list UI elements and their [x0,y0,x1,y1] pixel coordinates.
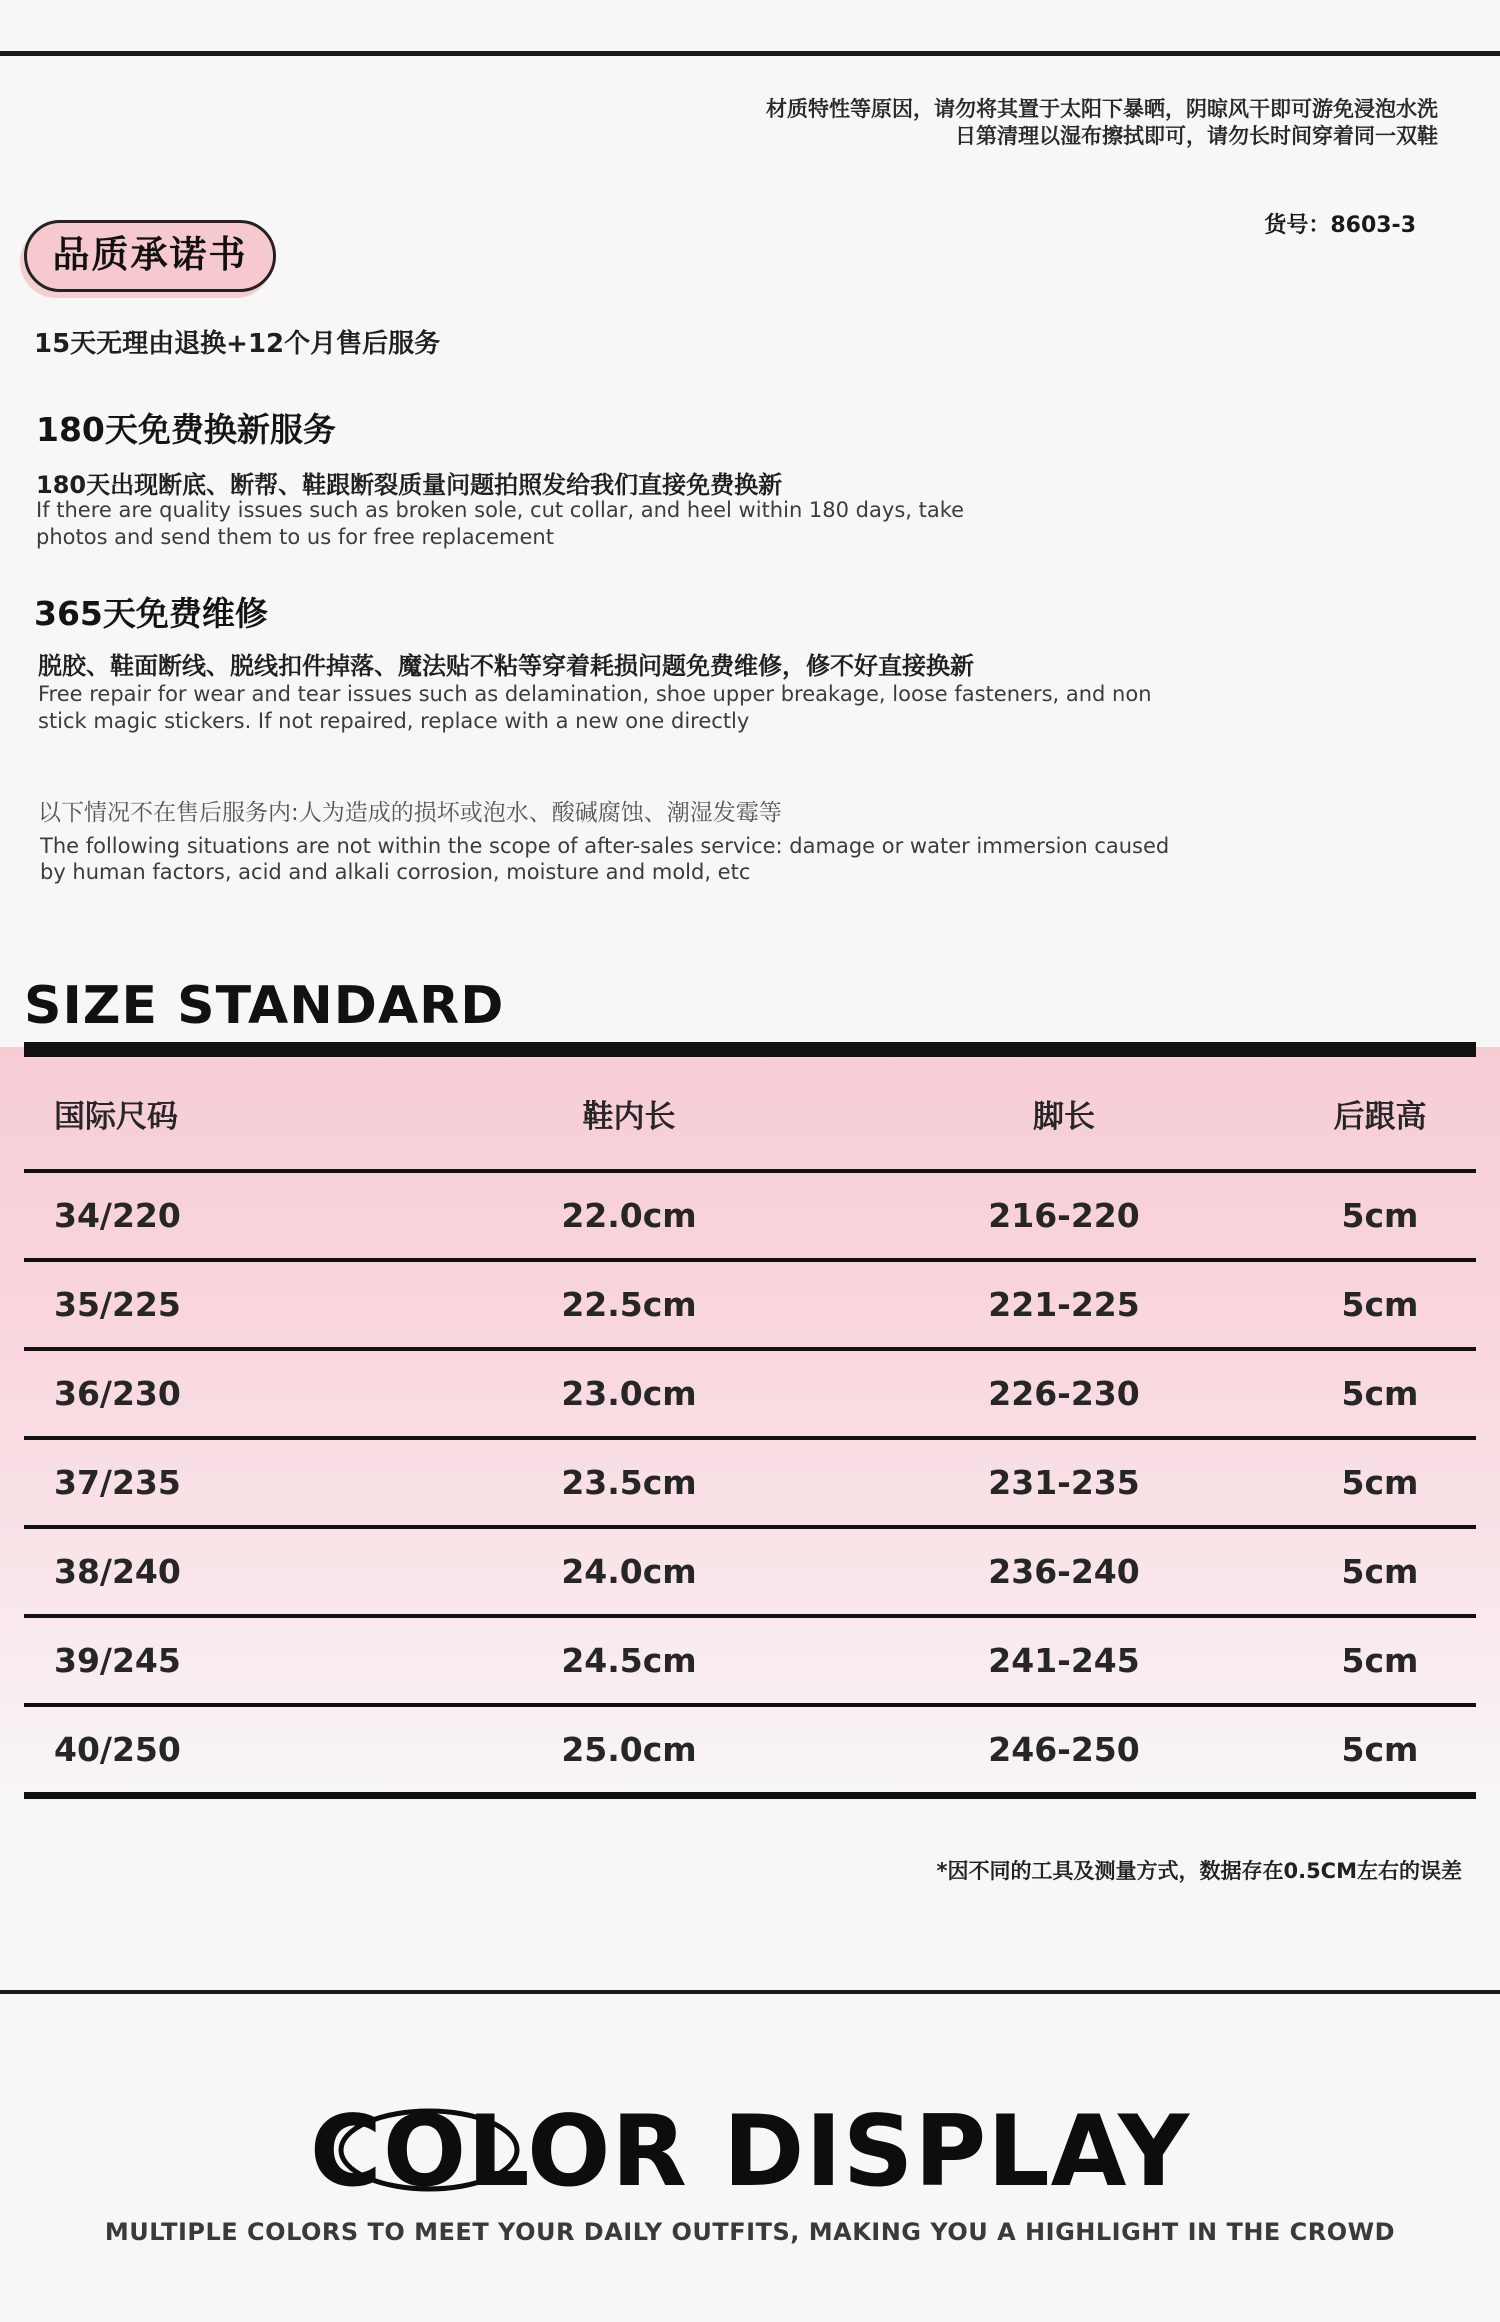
size-standard-title: SIZE STANDARD [24,976,505,1036]
measurement-note: *因不同的工具及测量方式，数据存在0.5CM左右的误差 [936,1859,1462,1883]
top-divider [0,51,1500,56]
section-365-cn: 脱胶、鞋面断线、脱线扣件掉落、魔法贴不粘等穿着耗损问题免费维修，修不好直接换新 [38,652,974,680]
section-365-title: 365天免费维修 [34,594,268,633]
table-row [24,1616,1476,1705]
table-row [24,1171,1476,1260]
cell-foot-length: 241-245 [844,1616,1284,1705]
color-display-title: COLOR DISPLAY [309,2095,1191,2209]
cell-foot-length: 231-235 [844,1438,1284,1527]
cell-inner-length: 25.0cm [414,1705,844,1796]
header-inner-length: 鞋内长 [414,1057,844,1171]
cell-heel-height: 5cm [1284,1705,1476,1796]
cell-heel-height: 5cm [1284,1260,1476,1349]
cell-heel-height: 5cm [1284,1438,1476,1527]
header-foot-length: 脚长 [844,1057,1284,1171]
cell-foot-length: 216-220 [844,1171,1284,1260]
care-instructions [766,96,1438,150]
table-row [24,1527,1476,1616]
care-line-1: 材质特性等原因，请勿将其置于太阳下暴晒，阴晾风干即可游免浸泡水洗 [766,97,1438,121]
cell-heel-height: 5cm [1284,1171,1476,1260]
cell-heel-height: 5cm [1284,1349,1476,1438]
care-line-2: 日第清理以湿布擦拭即可，请勿长时间穿着同一双鞋 [955,124,1438,148]
table-row [24,1349,1476,1438]
cell-inner-length: 23.0cm [414,1349,844,1438]
header-intl-size: 国际尺码 [24,1057,414,1171]
header-heel-height: 后跟高 [1284,1057,1476,1171]
section-180-cn: 180天出现断底、断帮、鞋跟断裂质量问题拍照发给我们直接免费换新 [36,471,783,499]
table-row [24,1260,1476,1349]
cell-foot-length: 221-225 [844,1260,1284,1349]
table-header-row [24,1057,1476,1171]
cell-inner-length: 24.5cm [414,1616,844,1705]
cell-inner-length: 22.5cm [414,1260,844,1349]
section-180-en: If there are quality issues such as broken sole, cut collar, and heel within 180 days, take photos and send them to us for free replacement [36,498,965,549]
cell-foot-length: 226-230 [844,1349,1284,1438]
service-summary: 15天无理由退换+12个月售后服务 [34,329,441,359]
section-180-title: 180天免费换新服务 [36,410,336,449]
cell-size: 39/245 [24,1616,414,1705]
cell-heel-height: 5cm [1284,1616,1476,1705]
cell-size: 40/250 [24,1705,414,1796]
section-365-en: Free repair for wear and tear issues such as delamination, shoe upper breakage, loose fasteners, and non stick magic stickers. If not repaired, replace with a new one directly [38,682,1152,733]
cell-size: 38/240 [24,1527,414,1616]
color-display-subtitle: MULTIPLE COLORS TO MEET YOUR DAILY OUTFITS, MAKING YOU A HIGHLIGHT IN THE CROWD [104,2218,1396,2246]
table-row [24,1705,1476,1796]
exclusions-cn: 以下情况不在售后服务内:人为造成的损坏或泡水、酸碱腐蚀、潮湿发霉等 [38,800,782,826]
bottom-divider [0,1990,1500,1994]
cell-size: 36/230 [24,1349,414,1438]
cell-size: 35/225 [24,1260,414,1349]
cell-inner-length: 23.5cm [414,1438,844,1527]
cell-heel-height: 5cm [1284,1527,1476,1616]
cell-inner-length: 24.0cm [414,1527,844,1616]
table-row [24,1438,1476,1527]
sku-label: 货号：8603-3 [1264,213,1416,238]
size-table [24,1057,1476,1799]
cell-foot-length: 246-250 [844,1705,1284,1796]
quality-promise-badge: 品质承诺书 [24,220,276,292]
cell-inner-length: 22.0cm [414,1171,844,1260]
exclusions-en: The following situations are not within the scope of after-sales service: damage or water immersion caused by human factors, acid and alkali corrosion, moisture and mold, etc [40,834,1170,884]
cell-foot-length: 236-240 [844,1527,1284,1616]
cell-size: 37/235 [24,1438,414,1527]
cell-size: 34/220 [24,1171,414,1260]
size-title-bar [24,1042,1476,1057]
